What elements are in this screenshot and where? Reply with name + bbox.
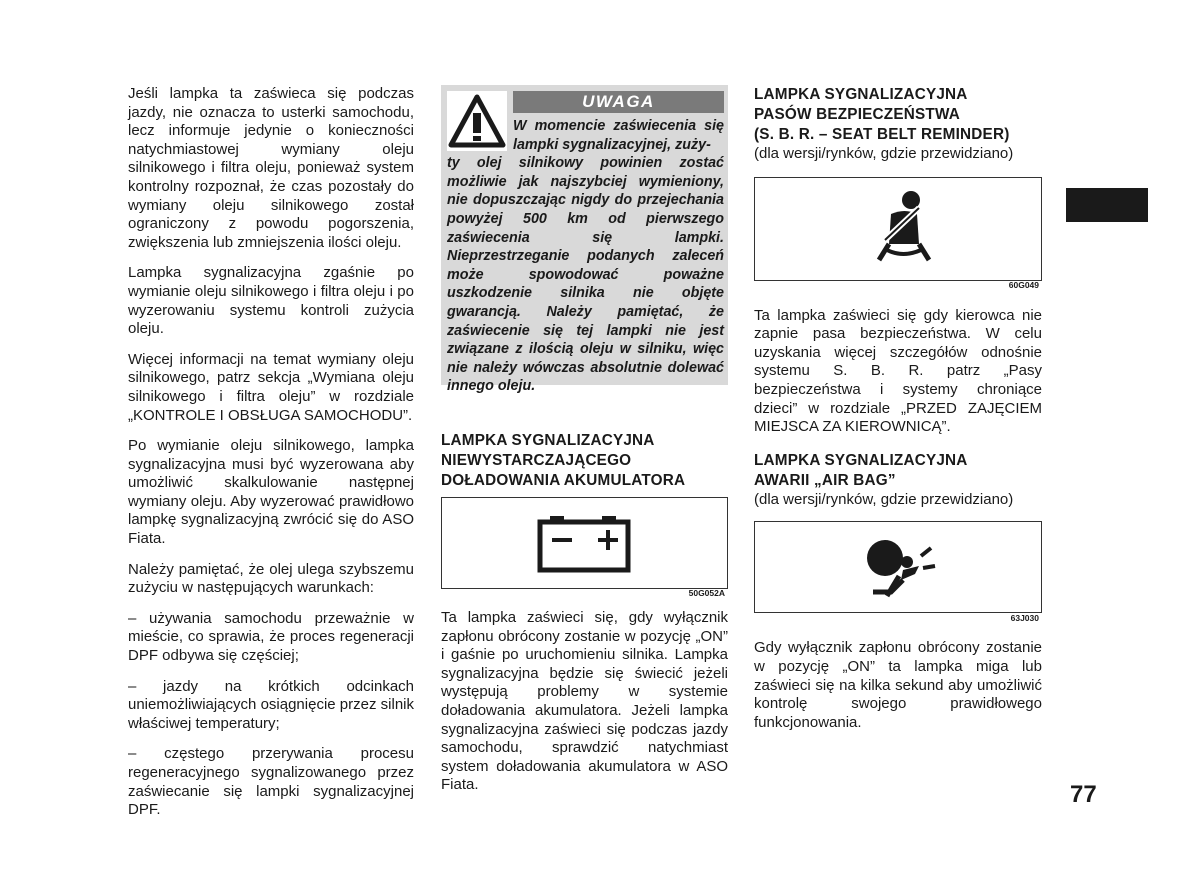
section-heading: (S. B. R. – SEAT BELT REMINDER) [754, 126, 1010, 143]
section-heading: LAMPKA SYGNALIZACYJNA [754, 86, 968, 103]
seatbelt-figure [754, 177, 1042, 290]
figure-code: 50G052A [688, 588, 725, 599]
paragraph: Jeśli lampka ta zaświeca się podczas jazdy, nie oznacza to usterki samochodu, lecz informuje jedynie o konieczności natychmiastowej wymiany oleju silnikowego i filtra oleju, ponieważ system kontrolny rozpoznał, że czas pozostały do wymiany oleju silnikowego został ograniczony z powodu pogorszenia, zwiększenia lub zmniejszenia ilości oleju. [128, 85, 414, 251]
paragraph: Lampka sygnalizacyjna zgaśnie po wymianie oleju silnikowego i filtra oleju i po wyzerowaniu systemu kontroli zużycia oleju. [128, 264, 414, 338]
battery-figure [441, 497, 728, 599]
paragraph: Po wymianie oleju silnikowego, lampka sygnalizacyjna musi być wyzerowana aby umożliwić skalkulowanie następnej wymiany oleju. Aby wyzerować prawidłowo lampkę sygnalizacyjną zwrócić się do ASO Fiata. [128, 437, 414, 548]
battery-icon [536, 512, 632, 580]
airbag-icon [857, 536, 937, 608]
section-heading: LAMPKA SYGNALIZACYJNA [441, 432, 655, 449]
chapter-tab [1066, 188, 1148, 222]
list-item: – jazdy na krótkich odcinkach uniemożliwiających osiągnięcie przez silnik właściwej temperatury; [128, 677, 414, 732]
column-right [754, 85, 1042, 744]
page-number: 77 [1070, 781, 1097, 808]
paragraph: Więcej informacji na temat wymiany oleju silnikowego, patrz sekcja „Wymiana oleju silnikowego i filtra oleju” w rozdziale „KONTROLE I OBSŁUGA SAMOCHODU”. [128, 350, 414, 424]
airbag-figure [754, 521, 1042, 623]
paragraph: Ta lampka zaświeci się gdy kierowca nie zapnie pasa bezpieczeństwa. W celu uzyskania więcej szczegółów odnośnie systemu S. B. R. patrz „Pasy bezpieczeństwa i systemy chroniące dzieci” w rozdziale „PRZED ZAJĘCIEM MIEJSCA ZA KIEROWNICĄ”. [754, 306, 1042, 436]
paragraph: Gdy wyłącznik zapłonu obrócony zostanie w pozycję „ON” ta lampka miga lub zaświeci się na kilka sekund aby umożliwić kontrolę swojego prawidłowego funkcjonowania. [754, 639, 1042, 731]
section-heading: PASÓW BEZPIECZEŃSTWA [754, 106, 960, 123]
warning-body: ty olej silnikowy powinien zostać możliwie jak najszybciej wymieniony, nie dopuszczając nigdy do przejechania powyżej 500 km od pierwszego zaświecenia się lampki. Nieprzestrzeganie podanych zaleceń może spowodować poważne uszkodzenie silnika nie objęte gwarancją. Należy pamiętać, że zaświecenie się tej lampki nie jest związane z ilością oleju w silniku, więc nie należy wówczas absolutnie dolewać innego oleju. [447, 155, 724, 395]
figure-code: 63J030 [1010, 612, 1039, 623]
list-item: – używania samochodu przeważnie w mieście, co sprawia, że proces regeneracji DPF odbywa się częściej; [128, 609, 414, 665]
section-subtitle: (dla wersji/rynków, gdzie przewidziano) [754, 490, 1014, 508]
paragraph: Ta lampka zaświeci się, gdy wyłącznik zapłonu obrócony zostanie w pozycję „ON” i gaśnie po uruchomieniu silnika. Lampka sygnalizacyjna będzie się świecić jeżeli występują problemy w systemie doładowania akumulatora. Jeżeli lampka sygnalizacyjna zaświeci się podczas jazdy samochodu, sprawdzić natychmiast system doładowania akumulatora w ASO Fiata. [441, 609, 728, 794]
warning-lead: W momencie zaświecenia się lampki sygnalizacyjnej, zuży- [513, 118, 724, 153]
section-heading: LAMPKA SYGNALIZACYJNA [754, 451, 968, 469]
column-middle [441, 85, 728, 807]
section-heading: NIEWYSTARCZAJĄCEGO [441, 452, 632, 469]
list-item: – częstego przerywania procesu regeneracyjnego sygnalizowanego przez zaświecanie się lampki sygnalizacyjnej DPF. [128, 745, 414, 819]
figure-code: 60G049 [1008, 280, 1039, 290]
section-heading: AWARII „AIR BAG” [754, 471, 896, 489]
warning-triangle-icon [447, 91, 507, 151]
warning-box [441, 85, 728, 395]
seatbelt-icon [865, 188, 939, 278]
section-heading: DOŁADOWANIA AKUMULATORA [441, 472, 686, 489]
paragraph: Należy pamiętać, że olej ulega szybszemu zużyciu w następujących warunkach: [128, 560, 414, 597]
section-subtitle: (dla wersji/rynków, gdzie przewidziano) [754, 145, 1014, 162]
column-left [128, 85, 414, 832]
warning-title: UWAGA [513, 91, 724, 113]
